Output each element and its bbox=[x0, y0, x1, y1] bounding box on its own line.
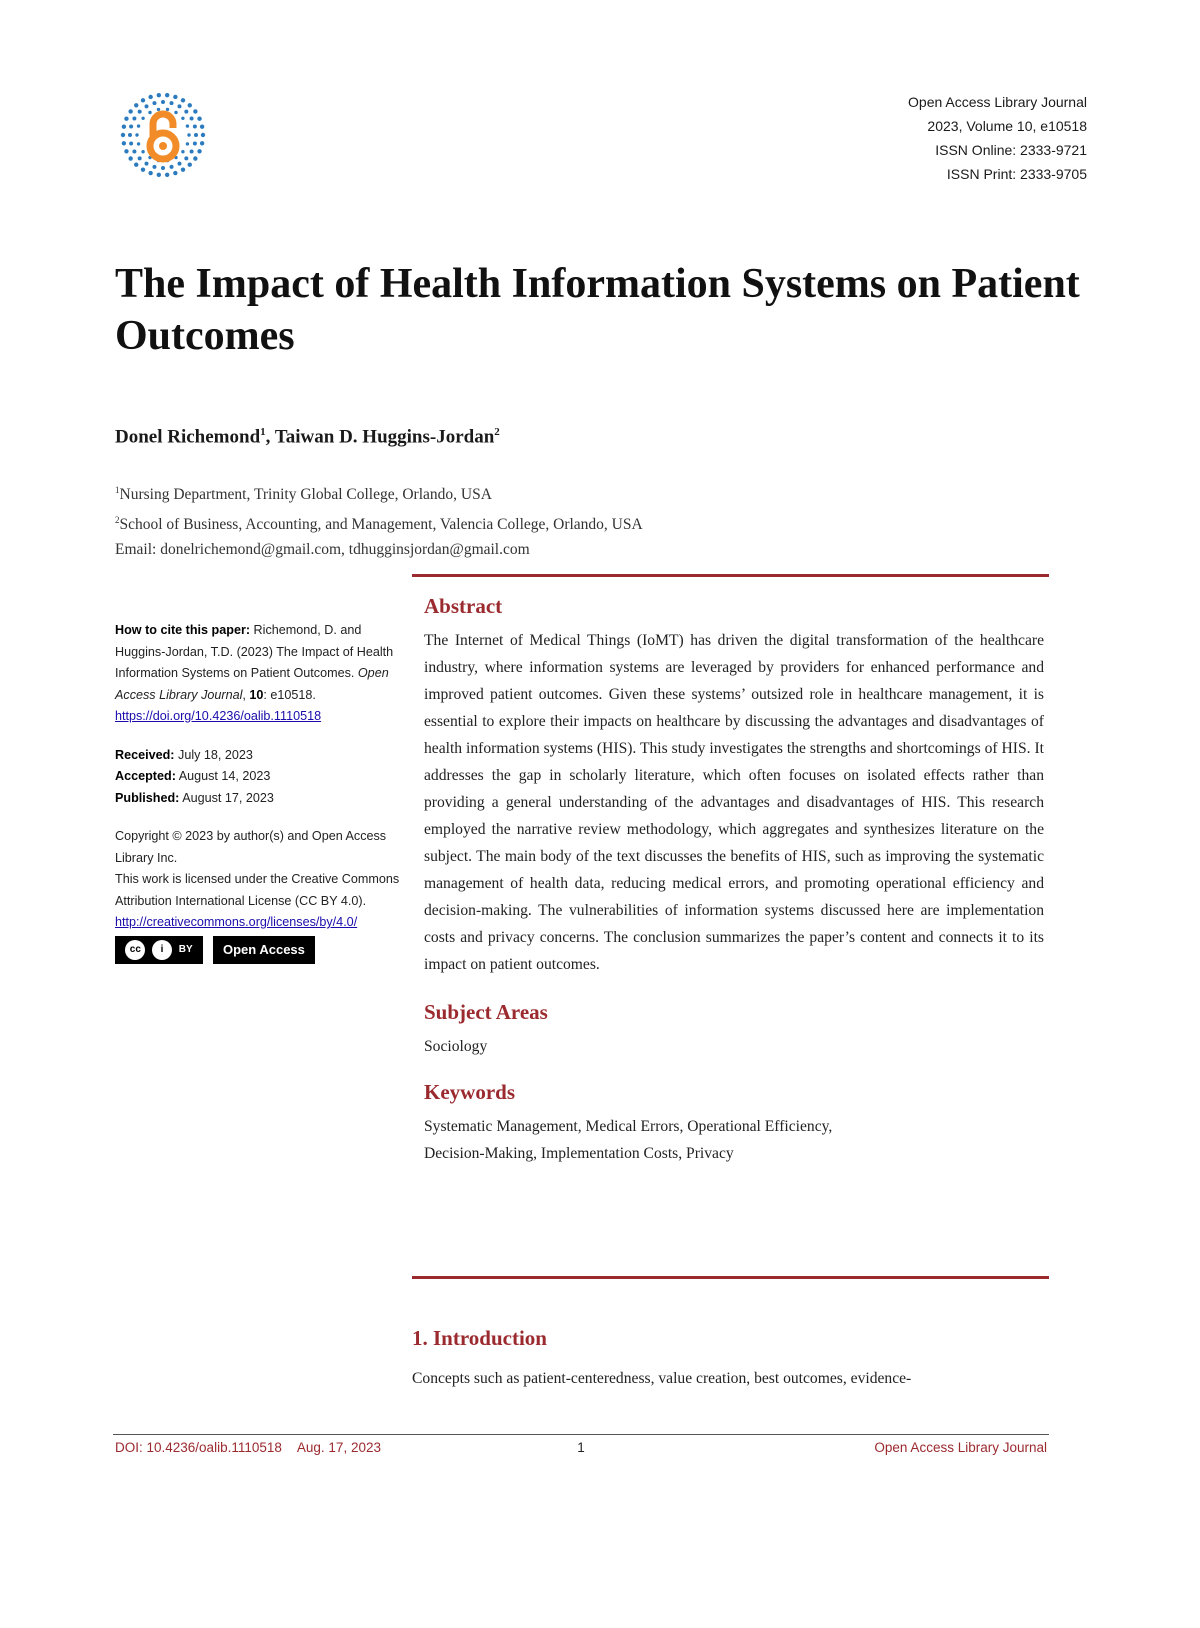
cite-text: Richemond, D. and Huggins-Jordan, T.D. (2023) The Impact of Health Information Systems on Patient Outcomes. bbox=[115, 623, 394, 680]
introduction-text: Concepts such as patient-centeredness, value creation, best outcomes, evidence- bbox=[412, 1370, 912, 1387]
open-access-badge[interactable]: Open Access bbox=[213, 936, 315, 964]
cite-volume: 10 bbox=[249, 687, 264, 702]
logo-dot bbox=[190, 117, 194, 121]
license-block bbox=[115, 826, 405, 964]
logo-dot bbox=[178, 104, 182, 108]
logo-dot bbox=[122, 124, 126, 128]
logo-dot bbox=[157, 93, 161, 97]
main-column bbox=[424, 594, 1044, 1167]
published-date: August 17, 2023 bbox=[182, 790, 274, 805]
logo-dot bbox=[165, 173, 169, 177]
logo-dot bbox=[186, 142, 189, 145]
logo-dot bbox=[157, 108, 160, 111]
logo-dot bbox=[152, 165, 156, 169]
logo-dot bbox=[134, 163, 138, 167]
side-column bbox=[115, 620, 405, 964]
logo-dot bbox=[193, 124, 197, 128]
journal-meta bbox=[908, 90, 1087, 186]
subject-areas-text: Sociology bbox=[424, 1038, 488, 1055]
logo-dot bbox=[200, 124, 204, 128]
accepted-date: August 14, 2023 bbox=[178, 769, 271, 783]
logo-dot bbox=[181, 150, 184, 153]
published-label: Published: bbox=[115, 790, 180, 805]
logo-dot bbox=[132, 150, 136, 154]
logo-dot bbox=[170, 165, 174, 169]
affiliation-2 bbox=[115, 508, 643, 538]
footer bbox=[115, 1440, 1047, 1455]
logo-dot bbox=[138, 156, 142, 160]
author-1: Donel Richemond bbox=[115, 426, 261, 448]
logo-dot bbox=[128, 109, 132, 113]
citation-block: How to cite this paper: Richemond, D. and Huggins-Jordan, T.D. (2023) The Impact of Health Information Systems on Patient Outcomes. Open Access Library Journal, 10: e10518. https://doi.org/10.4236/oalib.1110518 bbox=[115, 623, 394, 723]
affiliation-1 bbox=[115, 478, 643, 508]
author-2: Taiwan D. Huggins-Jordan bbox=[274, 426, 495, 448]
journal-name: Open Access Library Journal bbox=[908, 94, 1087, 110]
received-date: July 18, 2023 bbox=[178, 747, 253, 762]
logo-dot bbox=[141, 150, 144, 153]
authors bbox=[115, 426, 500, 448]
journal-volume: 2023, Volume 10, e10518 bbox=[927, 118, 1087, 134]
logo-dot bbox=[141, 98, 145, 102]
license-link[interactable]: http://creativecommons.org/licenses/by/4.0/ bbox=[115, 915, 358, 929]
logo-dot bbox=[193, 142, 197, 146]
page-title: The Impact of Health Information Systems on Patient Outcomes bbox=[115, 261, 1080, 359]
page-number: 1 bbox=[577, 1440, 585, 1455]
logo-dot bbox=[124, 117, 128, 121]
logo-dot bbox=[124, 149, 128, 153]
logo-dot bbox=[148, 111, 151, 114]
logo-dot bbox=[194, 133, 198, 137]
logo-dot bbox=[148, 95, 152, 99]
logo-dot bbox=[178, 162, 182, 166]
cite-doi-link[interactable]: https://doi.org/10.4236/oalib.1110518 bbox=[115, 709, 322, 723]
logo-dot bbox=[145, 104, 149, 108]
logo-dot bbox=[184, 110, 188, 114]
logo-dot bbox=[170, 101, 174, 105]
logo-dot bbox=[190, 150, 194, 154]
logo-dot bbox=[141, 117, 144, 120]
badges bbox=[115, 936, 405, 964]
logo-dot bbox=[134, 103, 138, 107]
footer-doi: DOI: 10.4236/oalib.1110518 bbox=[115, 1440, 282, 1455]
dates-block bbox=[115, 745, 405, 810]
logo-dot bbox=[197, 149, 201, 153]
logo-dot bbox=[197, 117, 201, 121]
accepted-label: Accepted: bbox=[115, 769, 176, 783]
top-divider bbox=[412, 574, 1049, 577]
cite-journal: Open Access Library Journal bbox=[115, 666, 389, 702]
logo-dot bbox=[129, 142, 133, 146]
author-2-sup: 2 bbox=[494, 426, 500, 438]
abstract-title: Abstract bbox=[424, 594, 503, 618]
logo-dot bbox=[174, 111, 177, 114]
affiliation-2-text: School of Business, Accounting, and Management, Valencia College, Orlando, USA bbox=[119, 515, 643, 533]
affiliation-1-sup: 1 bbox=[115, 485, 120, 495]
attribution-icon: i bbox=[152, 940, 172, 960]
issn-print: ISSN Print: 2333-9705 bbox=[946, 166, 1087, 182]
affiliations bbox=[115, 478, 643, 563]
cc-by-badge[interactable] bbox=[115, 936, 203, 964]
introduction-title: 1. Introduction bbox=[412, 1326, 547, 1350]
logo-dot bbox=[161, 166, 165, 170]
logo-dot bbox=[186, 124, 189, 127]
footer-date: Aug. 17, 2023 bbox=[296, 1440, 381, 1455]
issn-online: ISSN Online: 2333-9721 bbox=[935, 142, 1087, 158]
author-separator: , bbox=[265, 426, 275, 448]
logo-dot bbox=[165, 93, 169, 97]
email-line[interactable]: Email: donelrichemond@gmail.com, tdhugginsjordan@gmail.com bbox=[115, 541, 530, 559]
logo-dot bbox=[148, 171, 152, 175]
logo-dot bbox=[132, 117, 136, 121]
logo-dot bbox=[152, 101, 156, 105]
logo-dot bbox=[128, 133, 132, 137]
logo-dot bbox=[187, 133, 190, 136]
received-row bbox=[115, 745, 405, 767]
logo-dot bbox=[141, 167, 145, 171]
published-row bbox=[115, 788, 405, 810]
logo-dot bbox=[166, 108, 169, 111]
logo-dot bbox=[181, 117, 184, 120]
logo-dot bbox=[193, 156, 197, 160]
cite-label: How to cite this paper: bbox=[115, 623, 251, 637]
logo-dot bbox=[121, 133, 125, 137]
logo-dot bbox=[193, 109, 197, 113]
logo-dot bbox=[137, 124, 140, 127]
accepted-row bbox=[115, 766, 405, 788]
logo-dot bbox=[135, 133, 138, 136]
logo-dot bbox=[122, 141, 126, 145]
cite-id: : e10518. bbox=[263, 687, 316, 702]
bottom-divider bbox=[412, 1276, 1049, 1279]
logo-dot bbox=[200, 141, 204, 145]
subject-areas-title: Subject Areas bbox=[424, 1000, 548, 1024]
logo-dot bbox=[173, 95, 177, 99]
logo-dot bbox=[188, 163, 192, 167]
logo-dot bbox=[181, 167, 185, 171]
logo-dot bbox=[129, 124, 133, 128]
footer-divider bbox=[113, 1434, 1049, 1435]
logo-dot bbox=[188, 103, 192, 107]
logo-dot bbox=[201, 133, 205, 137]
logo-dot bbox=[181, 98, 185, 102]
keywords-line-1: Systematic Management, Medical Errors, Operational Efficiency, bbox=[424, 1118, 833, 1135]
received-label: Received: bbox=[115, 747, 175, 762]
keywords-line-2: Decision-Making, Implementation Costs, Privacy bbox=[424, 1145, 734, 1162]
affiliation-1-text: Nursing Department, Trinity Global College, Orlando, USA bbox=[119, 486, 492, 504]
author-1-sup: 1 bbox=[260, 426, 266, 438]
open-access-logo bbox=[120, 92, 206, 178]
footer-journal: Open Access Library Journal bbox=[874, 1440, 1047, 1455]
license-text: This work is licensed under the Creative Commons Attribution International License (CC BY 4.0). bbox=[115, 872, 400, 908]
logo-dot bbox=[137, 142, 140, 145]
cc-icon: cc bbox=[125, 940, 145, 960]
keywords-title: Keywords bbox=[424, 1080, 515, 1104]
logo-dot bbox=[184, 156, 188, 160]
abstract-text: The Internet of Medical Things (IoMT) has driven the digital transformation of the healthcare industry, where information systems are leveraged by providers for enhanced performance and improved patient outcomes. Given these systems’ outsized role in healthcare management, it is essential to explore their impacts on healthcare by discussing the advantages and disadvantages of health information systems (HIS). This study investigates the strengths and shortcomings of HIS. It addresses the gap in scholarly literature, which often focuses on isolated effects rather than providing a general understanding of the advantages and disadvantages of HIS. This research employed the narrative review methodology, which aggregates and synthesizes literature on the subject. The main body of the text discusses the benefits of HIS, such as improving the systematic management of health data, reducing medical errors, and promoting operational efficiency and decision-making. The vulnerabilities of information systems discussed here are implementation costs and privacy concerns. The conclusion summarizes the paper’s content and connects it to its impact on patient outcomes. bbox=[424, 632, 1044, 973]
logo-dot bbox=[145, 162, 149, 166]
logo-dot bbox=[173, 171, 177, 175]
logo-dot bbox=[128, 156, 132, 160]
logo-dot bbox=[138, 110, 142, 114]
by-label: BY bbox=[178, 943, 193, 955]
logo-dot bbox=[157, 173, 161, 177]
copyright-text: Copyright © 2023 by author(s) and Open Access Library Inc. bbox=[115, 829, 387, 865]
logo-dot bbox=[161, 100, 165, 104]
affiliation-2-sup: 2 bbox=[115, 514, 120, 525]
